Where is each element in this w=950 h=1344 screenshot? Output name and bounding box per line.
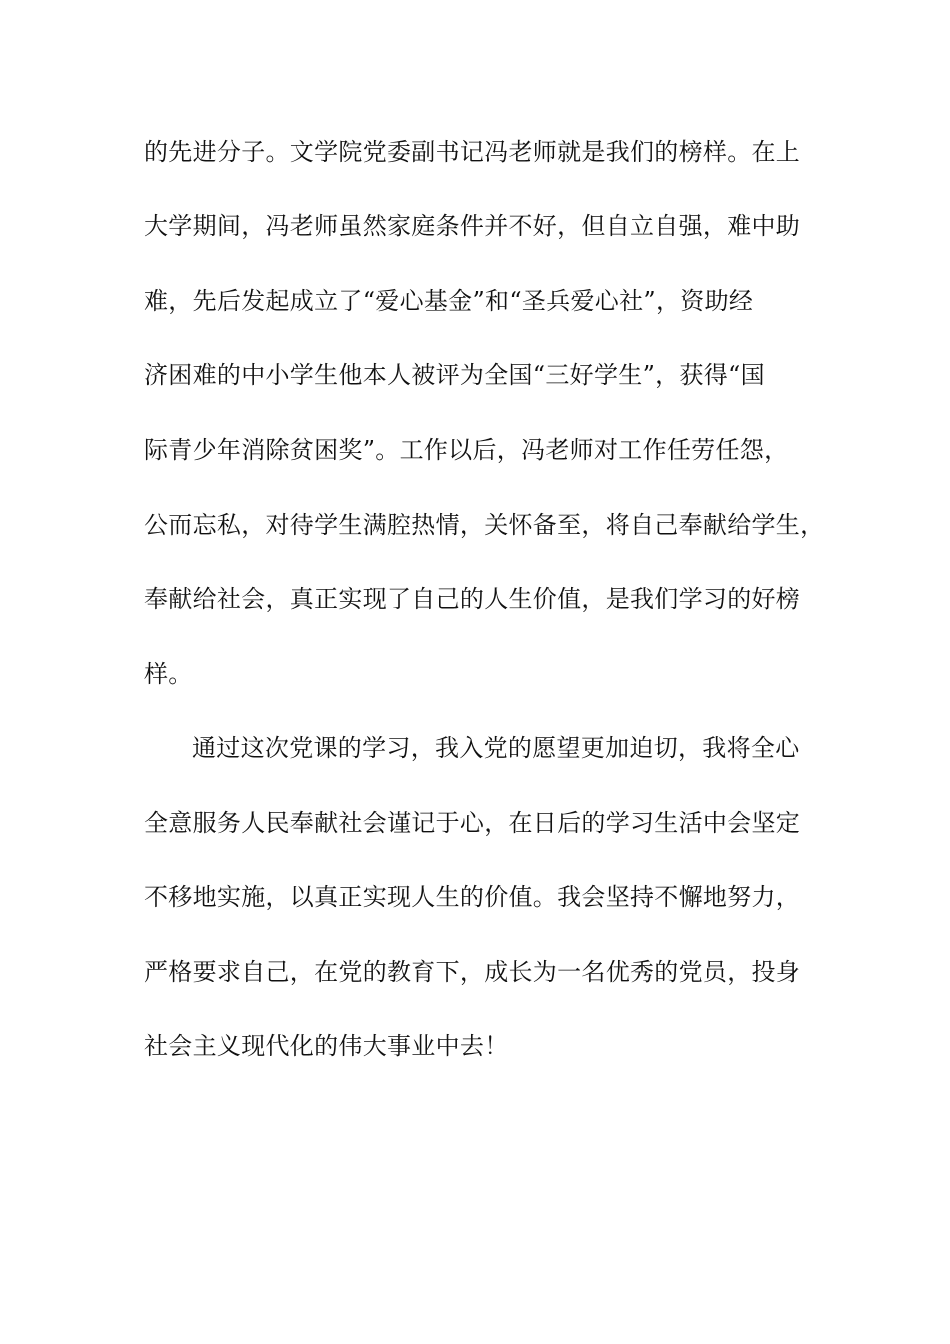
paragraph-line: 严格要求自己，在党的教育下，成长为一名优秀的党员，投身	[144, 958, 801, 986]
paragraph-line: 不移地实施，以真正实现人生的价值。我会坚持不懈地努力，	[144, 883, 801, 911]
paragraph-line: 全意服务人民奉献社会谨记于心，在日后的学习生活中会坚定	[144, 809, 801, 837]
paragraph-line: 社会主义现代化的伟大事业中去！	[144, 1032, 509, 1060]
paragraph-line: 济困难的中小学生他本人被评为全国“三好学生”，获得“国	[144, 361, 765, 389]
paragraph-line: 公而忘私，对待学生满腔热情，关怀备至，将自己奉献给学生，	[144, 511, 825, 539]
paragraph-line: 的先进分子。文学院党委副书记冯老师就是我们的榜样。在上	[144, 138, 801, 166]
paragraph-line: 大学期间，冯老师虽然家庭条件并不好，但自立自强，难中助	[144, 212, 801, 240]
paragraph-line: 奉献给社会，真正实现了自己的人生价值，是我们学习的好榜	[144, 585, 801, 613]
paragraph-line: 通过这次党课的学习，我入党的愿望更加迫切，我将全心	[192, 734, 800, 762]
paragraph-line: 难，先后发起成立了“爱心基金”和“圣兵爱心社”，资助经	[144, 287, 754, 315]
paragraph-line: 样。	[144, 660, 193, 688]
paragraph-line: 际青少年消除贫困奖”。工作以后，冯老师对工作任劳任怨，	[144, 436, 789, 464]
